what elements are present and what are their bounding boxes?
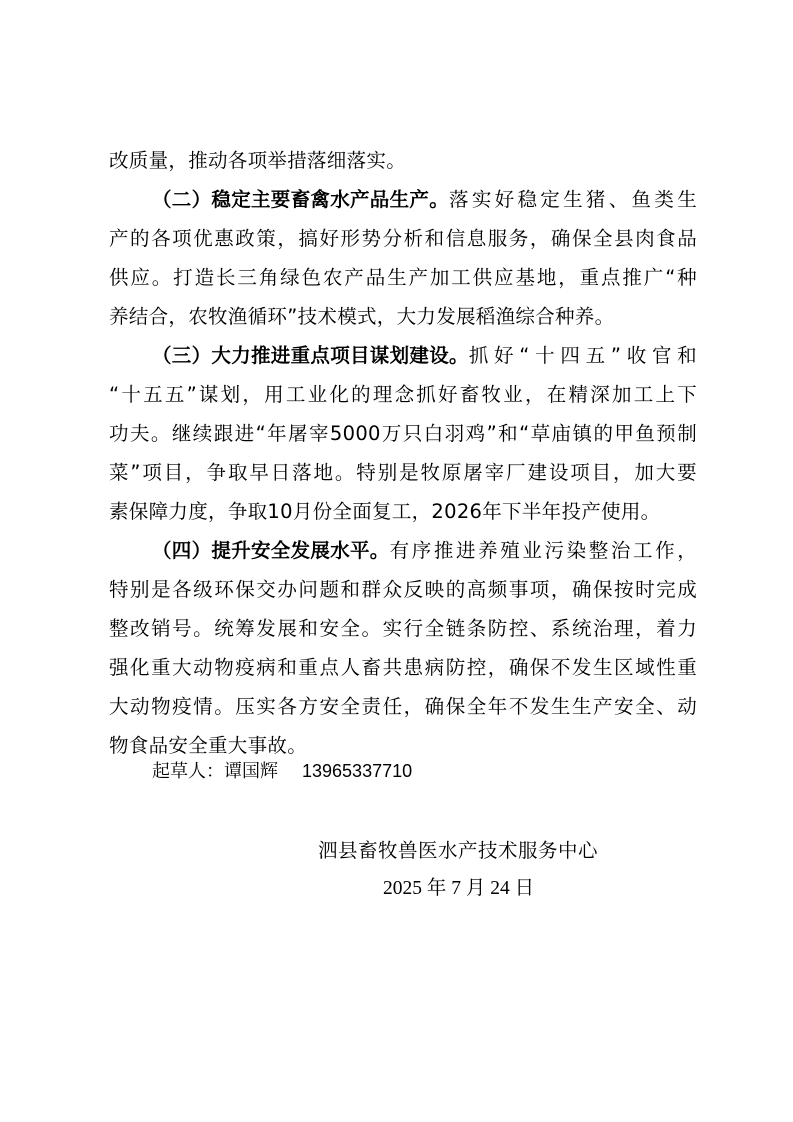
text-line: 养结合，农牧渔循环”技术模式，大力发展稻渔综合种养。	[109, 305, 615, 328]
text-line: 落实好稳定生猪、鱼类生	[449, 188, 697, 211]
paragraph-4-line-5	[109, 694, 697, 720]
paragraph-3-line-1	[152, 343, 697, 369]
text-line: 物食品安全重大事故。	[109, 734, 308, 757]
text-line: 产的各项优惠政策，搞好形势分析和信息服务，确保全县肉食品	[109, 227, 697, 250]
paragraph-1-line-1	[109, 148, 697, 174]
text-line: 功夫。继续跟进“年屠宰5000万只白羽鸡”和“草庙镇的甲鱼预制	[109, 422, 697, 445]
paragraph-4-line-4	[109, 655, 697, 681]
paragraph-2-line-3	[109, 265, 697, 291]
document-date: 2025 年 7 月 24 日	[383, 878, 535, 899]
text-line: 素保障力度，争取10月份全面复工，2026年下半年投产使用。	[109, 500, 661, 523]
paragraph-4-line-6	[109, 733, 697, 759]
drafter-phone: 13965337710	[302, 761, 413, 781]
paragraph-2-line-2	[109, 226, 697, 252]
paragraph-3-line-3	[109, 421, 697, 447]
section-heading-4: （四）提升安全发展水平。	[152, 539, 390, 562]
issuing-organization: 泗县畜牧兽医水产技术服务中心	[318, 839, 599, 862]
paragraph-2-line-4	[109, 304, 697, 330]
paragraph-3-line-2	[109, 382, 697, 408]
paragraph-2-line-1	[152, 187, 697, 213]
text-line: 有序推进养殖业污染整治工作，	[389, 539, 697, 562]
text-line: 菜”项目，争取早日落地。特别是牧原屠宰厂建设项目，加大要	[109, 461, 697, 484]
paragraph-4-line-3	[109, 616, 697, 642]
section-heading-3: （三）大力推进重点项目谋划建设。	[152, 344, 469, 367]
paragraph-4-line-2	[109, 577, 697, 603]
text-line: 整改销号。统筹发展和安全。实行全链条防控、系统治理，着力	[109, 617, 697, 640]
paragraph-4-line-1	[152, 538, 697, 564]
text-line: 改质量，推动各项举措落细落实。	[109, 149, 407, 172]
text-line: “十五五”谋划，用工业化的理念抓好畜牧业，在精深加工上下	[109, 383, 697, 406]
text-line: 抓好“十四五”收官和	[468, 344, 697, 367]
drafter-label: 起草人：谭国辉	[152, 761, 278, 782]
paragraph-3-line-5	[109, 499, 697, 525]
section-heading-2: （二）稳定主要畜禽水产品生产。	[152, 188, 450, 211]
text-line: 强化重大动物疫病和重点人畜共患病防控，确保不发生区域性重	[109, 656, 697, 679]
text-line: 特别是各级环保交办问题和群众反映的高频事项，确保按时完成	[109, 578, 697, 601]
paragraph-3-line-4	[109, 460, 697, 486]
text-line: 大动物疫情。压实各方安全责任，确保全年不发生生产安全、动	[109, 695, 697, 718]
drafter-info	[152, 758, 412, 785]
text-line: 供应。打造长三角绿色农产品生产加工供应基地，重点推广“种	[109, 266, 697, 289]
